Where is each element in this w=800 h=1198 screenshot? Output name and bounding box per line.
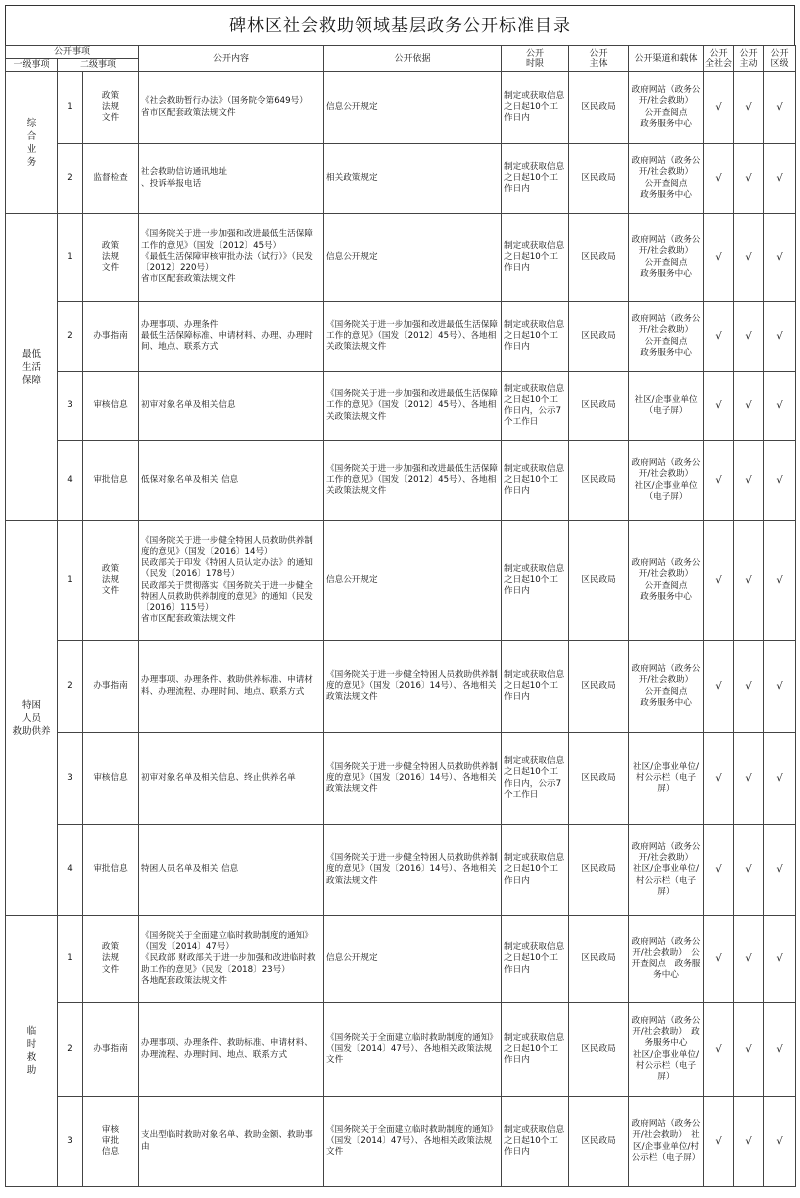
header-basis: 公开依据 [324,46,502,72]
row-number: 1 [58,521,83,641]
check-district: √ [764,733,796,825]
time-limit-cell: 制定或获取信息之日起10个工作日内 [502,825,569,916]
check-district: √ [764,214,796,302]
content-cell: 办理事项、办理条件、救助供养标准、申请材料、办理流程、办理时间、地点、联系方式 [139,641,324,733]
category-cell: 临 时 救 助 [6,916,58,1187]
sub-item-cell: 审核信息 [83,733,139,825]
catalog-sheet [5,5,795,1193]
content-cell: 低保对象名单及相关 信息 [139,441,324,521]
check-society: √ [704,214,734,302]
check-active: √ [734,214,764,302]
subject-cell: 区民政局 [569,144,629,214]
check-district: √ [764,521,796,641]
check-district: √ [764,641,796,733]
table-row [6,1003,796,1097]
basis-cell: 相关政策规定 [324,144,502,214]
table-row [6,441,796,521]
subject-cell: 区民政局 [569,302,629,372]
sub-item-cell: 政策 法规 文件 [83,214,139,302]
check-district: √ [764,441,796,521]
check-active: √ [734,1003,764,1097]
time-limit-cell: 制定或获取信息之日起10个工作日内，公示7个工作日 [502,733,569,825]
sub-item-cell: 政策 法规 文件 [83,521,139,641]
time-limit-cell: 制定或获取信息之日起10个工作日内 [502,441,569,521]
check-district: √ [764,825,796,916]
subject-cell: 区民政局 [569,72,629,144]
check-society: √ [704,521,734,641]
check-district: √ [764,1003,796,1097]
check-society: √ [704,441,734,521]
basis-cell: 《国务院关于进一步加强和改进最低生活保障工作的意见》（国发〔2012〕45号）、各地相关政策法规文件 [324,372,502,441]
header-row-1 [6,46,796,59]
check-society: √ [704,302,734,372]
time-limit-cell: 制定或获取信息之日起10个工作日内，公示7个工作日 [502,372,569,441]
sub-item-cell: 办事指南 [83,1003,139,1097]
time-limit-cell: 制定或获取信息之日起10个工作日内 [502,72,569,144]
basis-cell: 《国务院关于进一步健全特困人员救助供养制度的意见》（国发〔2016〕14号）、各地相关政策法规文件 [324,825,502,916]
check-district: √ [764,72,796,144]
time-limit-cell: 制定或获取信息之日起10个工作日内 [502,521,569,641]
header-content: 公开内容 [139,46,324,72]
table-row [6,144,796,214]
category-cell: 特困 人员 救助供养 [6,521,58,916]
row-number: 3 [58,733,83,825]
subject-cell: 区民政局 [569,372,629,441]
check-district: √ [764,372,796,441]
basis-cell: 《国务院关于进一步加强和改进最低生活保障工作的意见》（国发〔2012〕45号）、各地相关政策法规文件 [324,441,502,521]
subject-cell: 区民政局 [569,1097,629,1187]
channel-cell: 社区/企事业单位/村公示栏（电子屏） [629,733,704,825]
table-row [6,825,796,916]
sub-item-cell: 办事指南 [83,641,139,733]
table-row [6,733,796,825]
basis-cell: 信息公开规定 [324,916,502,1003]
channel-cell: 政府网站（政务公开/社会救助） 公开查阅点 政务服务中心 [629,641,704,733]
check-active: √ [734,916,764,1003]
content-cell: 支出型临时救助对象名单、救助金额、救助事由 [139,1097,324,1187]
basis-cell: 信息公开规定 [324,72,502,144]
row-number: 2 [58,641,83,733]
header-scope-society: 公开 全社会 [704,46,734,72]
time-limit-cell: 制定或获取信息之日起10个工作日内 [502,916,569,1003]
content-cell: 《国务院关于进一步健全特困人员救助供养制度的意见》（国发〔2016〕14号） 民政部关于印发《特困人员认定办法》的通知（民发〔2016〕178号） 民政部关于贯彻落实《国务院关于进一步健全特困人员救助供养制度的意见》的通知（民发〔2016〕115号） 省市区配套政策法规文件 [139,521,324,641]
header-time-limit: 公开 时限 [502,46,569,72]
row-number: 4 [58,441,83,521]
channel-cell: 政府网站（政务公开/社会救助） 公开查阅点 政务服务中心 [629,916,704,1003]
check-district: √ [764,1097,796,1187]
content-cell: 社会救助信访通讯地址 、投诉举报电话 [139,144,324,214]
table-row [6,72,796,144]
subject-cell: 区民政局 [569,1003,629,1097]
row-number: 2 [58,144,83,214]
header-channel: 公开渠道和载体 [629,46,704,72]
check-active: √ [734,733,764,825]
sub-item-cell: 办事指南 [83,302,139,372]
header-scope-active: 公开 主动 [734,46,764,72]
table-row [6,302,796,372]
check-society: √ [704,733,734,825]
check-active: √ [734,302,764,372]
channel-cell: 政府网站（政务公开/社会救助） 公开查阅点 政务服务中心 [629,521,704,641]
sub-item-cell: 审批信息 [83,825,139,916]
row-number: 4 [58,825,83,916]
sub-item-cell: 审批信息 [83,441,139,521]
channel-cell: 政府网站（政务公开/社会救助） 社区/企事业单位/村公示栏（电子屏） [629,1097,704,1187]
category-cell: 综 合 业 务 [6,72,58,214]
header-level1: 一级事项 [6,59,58,72]
subject-cell: 区民政局 [569,214,629,302]
category-cell: 最低 生活 保障 [6,214,58,521]
header-level2: 二级事项 [58,59,139,72]
channel-cell: 政府网站（政务公开/社会救助） 公开查阅点 政务服务中心 [629,144,704,214]
header-public-items: 公开事项 [6,46,139,59]
check-active: √ [734,144,764,214]
subject-cell: 区民政局 [569,641,629,733]
check-society: √ [704,1003,734,1097]
channel-cell: 政府网站（政务公开/社会救助） 社区/企事业单位/村公示栏（电子屏） [629,825,704,916]
subject-cell: 区民政局 [569,825,629,916]
header-subject: 公开 主体 [569,46,629,72]
sub-item-cell: 监督检查 [83,144,139,214]
table-row [6,1097,796,1187]
check-society: √ [704,1097,734,1187]
row-number: 2 [58,302,83,372]
check-active: √ [734,825,764,916]
table-row [6,641,796,733]
row-number: 1 [58,72,83,144]
time-limit-cell: 制定或获取信息之日起10个工作日内 [502,1003,569,1097]
table-row [6,916,796,1003]
check-society: √ [704,825,734,916]
table-row [6,521,796,641]
check-district: √ [764,302,796,372]
check-active: √ [734,441,764,521]
row-number: 3 [58,372,83,441]
check-society: √ [704,372,734,441]
check-active: √ [734,72,764,144]
channel-cell: 政府网站（政务公开/社会救助） 公开查阅点 政务服务中心 [629,302,704,372]
basis-cell: 《国务院关于进一步加强和改进最低生活保障工作的意见》（国发〔2012〕45号）、各地相关政策法规文件 [324,302,502,372]
channel-cell: 政府网站（政务公开/社会救助） 公开查阅点 政务服务中心 [629,72,704,144]
basis-cell: 信息公开规定 [324,214,502,302]
content-cell: 办理事项、办理条件 最低生活保障标准、申请材料、办理、办理时间、地点、联系方式 [139,302,324,372]
basis-cell: 《国务院关于进一步健全特困人员救助供养制度的意见》（国发〔2016〕14号）、各地相关政策法规文件 [324,641,502,733]
check-society: √ [704,916,734,1003]
time-limit-cell: 制定或获取信息之日起10个工作日内 [502,1097,569,1187]
subject-cell: 区民政局 [569,733,629,825]
content-cell: 特困人员名单及相关 信息 [139,825,324,916]
table-row [6,372,796,441]
basis-cell: 《国务院关于进一步健全特困人员救助供养制度的意见》（国发〔2016〕14号）、各地相关政策法规文件 [324,733,502,825]
check-active: √ [734,641,764,733]
time-limit-cell: 制定或获取信息之日起10个工作日内 [502,641,569,733]
row-number: 3 [58,1097,83,1187]
check-active: √ [734,521,764,641]
time-limit-cell: 制定或获取信息之日起10个工作日内 [502,302,569,372]
check-society: √ [704,72,734,144]
sub-item-cell: 审核信息 [83,372,139,441]
row-number: 2 [58,1003,83,1097]
subject-cell: 区民政局 [569,916,629,1003]
check-district: √ [764,144,796,214]
subject-cell: 区民政局 [569,521,629,641]
time-limit-cell: 制定或获取信息之日起10个工作日内 [502,214,569,302]
basis-cell: 《国务院关于全面建立临时救助制度的通知》（国发〔2014〕47号）、各地相关政策法规文件 [324,1003,502,1097]
channel-cell: 政府网站（政务公开/社会救助） 社区/企事业单位（电子屏） [629,441,704,521]
content-cell: 《国务院关于进一步加强和改进最低生活保障工作的意见》（国发〔2012〕45号） 《最低生活保障审核审批办法（试行）》（民发〔2012〕220号） 省市区配套政策法规文件 [139,214,324,302]
check-district: √ [764,916,796,1003]
channel-cell: 政府网站（政务公开/社会救助） 政务服务中心 社区/企事业单位/村公示栏（电子屏） [629,1003,704,1097]
basis-cell: 信息公开规定 [324,521,502,641]
content-cell: 初审对象名单及相关信息、终止供养名单 [139,733,324,825]
basis-cell: 《国务院关于全面建立临时救助制度的通知》（国发〔2014〕47号）、各地相关政策法规文件 [324,1097,502,1187]
check-society: √ [704,144,734,214]
header-scope-district: 公开 区级 [764,46,796,72]
content-cell: 初审对象名单及相关信息 [139,372,324,441]
content-cell: 《国务院关于全面建立临时救助制度的通知》（国发〔2014〕47号） 《民政部 财政部关于进一步加强和改进临时救助工作的意见》（民发〔2018〕23号） 各地配套政策法规文件 [139,916,324,1003]
table-row [6,214,796,302]
check-active: √ [734,1097,764,1187]
check-active: √ [734,372,764,441]
catalog-table [5,45,796,1187]
sub-item-cell: 政策 法规 文件 [83,72,139,144]
page-title: 碑林区社会救助领域基层政务公开标准目录 [5,5,795,45]
channel-cell: 政府网站（政务公开/社会救助） 公开查阅点 政务服务中心 [629,214,704,302]
row-number: 1 [58,916,83,1003]
check-society: √ [704,641,734,733]
time-limit-cell: 制定或获取信息之日起10个工作日内 [502,144,569,214]
content-cell: 办理事项、办理条件、救助标准、申请材料、办理流程、办理时间、地点、联系方式 [139,1003,324,1097]
sub-item-cell: 政策 法规 文件 [83,916,139,1003]
subject-cell: 区民政局 [569,441,629,521]
sub-item-cell: 审核 审批 信息 [83,1097,139,1187]
row-number: 1 [58,214,83,302]
channel-cell: 社区/企事业单位（电子屏） [629,372,704,441]
content-cell: 《社会救助暂行办法》（国务院令第649号） 省市区配套政策法规文件 [139,72,324,144]
